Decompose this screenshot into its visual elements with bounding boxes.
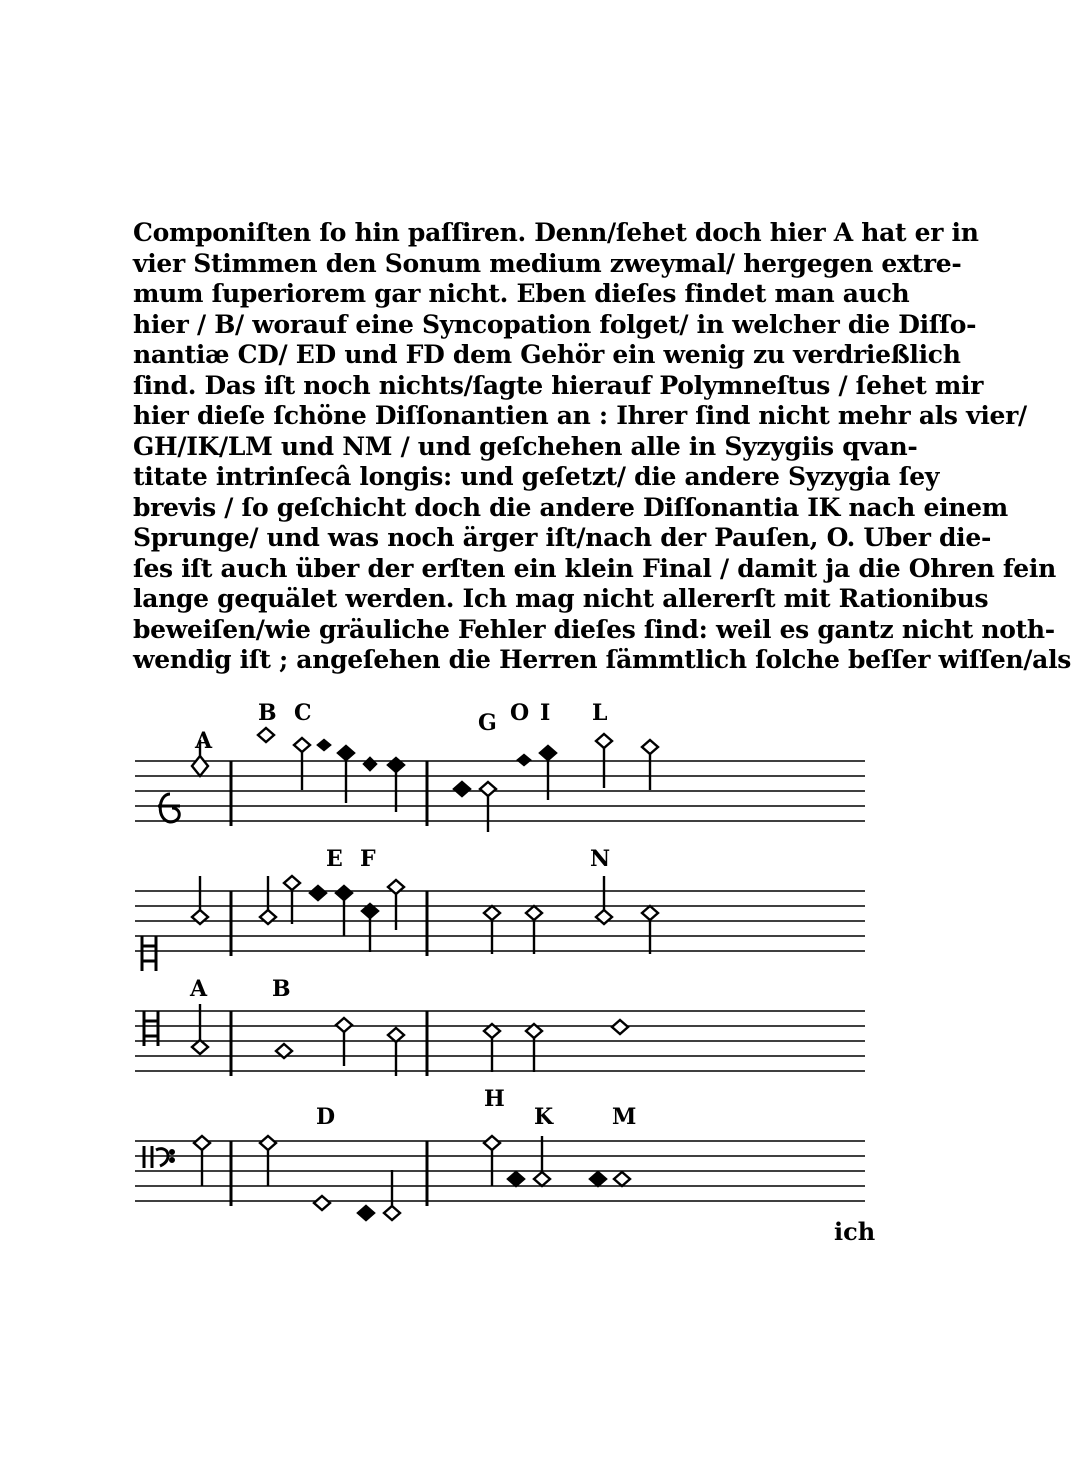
staff-1	[135, 761, 865, 821]
clef-icon	[142, 936, 156, 971]
text-line: mum ſuperiorem gar nicht. Eben dieſes findet man auch	[133, 279, 910, 308]
text-line: lange gequälet werden. Ich mag nicht allererſt mit Rationibus	[133, 584, 989, 613]
staff-3-barlines	[231, 1011, 427, 1076]
staff-3	[135, 1011, 865, 1071]
staff-label: N	[590, 846, 611, 872]
text-line: beweiſen/wie gräuliche Fehler dieſes ſind: weil es gantz nicht noth-	[133, 614, 1055, 644]
text-line: brevis / ſo geſchicht doch die andere Diſſonantia IK nach einem	[133, 492, 1008, 522]
staff-label: E	[326, 846, 343, 872]
staff-4-labels	[316, 1086, 636, 1130]
text-line: GH/IK/LM und NM / und geſchehen alle in Syzygiis qvan-	[133, 431, 918, 461]
text-line: Componiſten ſo hin paſſiren. Denn/ſehet doch hier A hat er in	[133, 218, 979, 247]
staff-label: B	[258, 700, 277, 726]
staff-label: L	[592, 700, 608, 726]
staff-4-barlines	[231, 1141, 427, 1206]
staff-label: G	[478, 710, 497, 736]
staff-2-barlines	[231, 891, 427, 956]
text-line: ſind. Das iſt noch nichts/ſagte hierauf Polymneſtus / ſehet mir	[133, 370, 984, 400]
staff-label: H	[484, 1086, 505, 1112]
staff-label: C	[294, 700, 312, 726]
staff-4	[135, 1141, 865, 1201]
staff-3-notes	[192, 1004, 628, 1076]
staff-label: B	[272, 976, 291, 1002]
staff-2	[135, 891, 865, 951]
text-line: vier Stimmen den Sonum medium zweymal/ hergegen extre-	[133, 248, 962, 278]
clef-icon	[144, 1146, 174, 1168]
staff-1-notes	[192, 728, 658, 832]
text-line: hier dieſe ſchöne Diſſonantien an : Ihrer ſind nicht mehr als vier/	[133, 401, 1027, 430]
staff-label: D	[316, 1104, 336, 1130]
text-line: nantiæ CD/ ED und FD dem Gehör ein wenig zu verdrießlich	[133, 340, 961, 369]
staff-label: F	[360, 846, 376, 872]
staff-label: A	[190, 976, 208, 1002]
staff-3-labels	[189, 976, 291, 1002]
staff-label: O	[510, 700, 530, 726]
text-line: titate intrinſecâ longis: und geſetzt/ die andere Syzygia ſey	[133, 462, 940, 491]
staff-1-labels	[194, 700, 607, 754]
text-line: ſes iſt auch über der erſten ein klein Final / damit ja die Ohren fein	[133, 553, 1056, 583]
text-line: hier / B/ worauf eine Syncopation folget/ in welcher die Diſſo-	[133, 309, 977, 339]
staff-label: K	[534, 1104, 554, 1130]
clef-icon	[158, 794, 180, 822]
staff-label: I	[540, 700, 551, 726]
staff-2-notes	[192, 876, 658, 954]
staff-label: A	[195, 728, 213, 754]
catchword: ich	[834, 1217, 876, 1246]
text-line: Sprunge/ und was noch ärger iſt/nach der Pauſen, O. Uber die-	[133, 523, 992, 552]
text-line: wendig iſt ; angeſehen die Herren ſämmtlich ſolche beſſer wiſſen/als	[133, 645, 1071, 674]
staff-4-notes	[194, 1136, 630, 1220]
staff-label: M	[612, 1104, 637, 1130]
staff-2-labels	[326, 846, 610, 872]
